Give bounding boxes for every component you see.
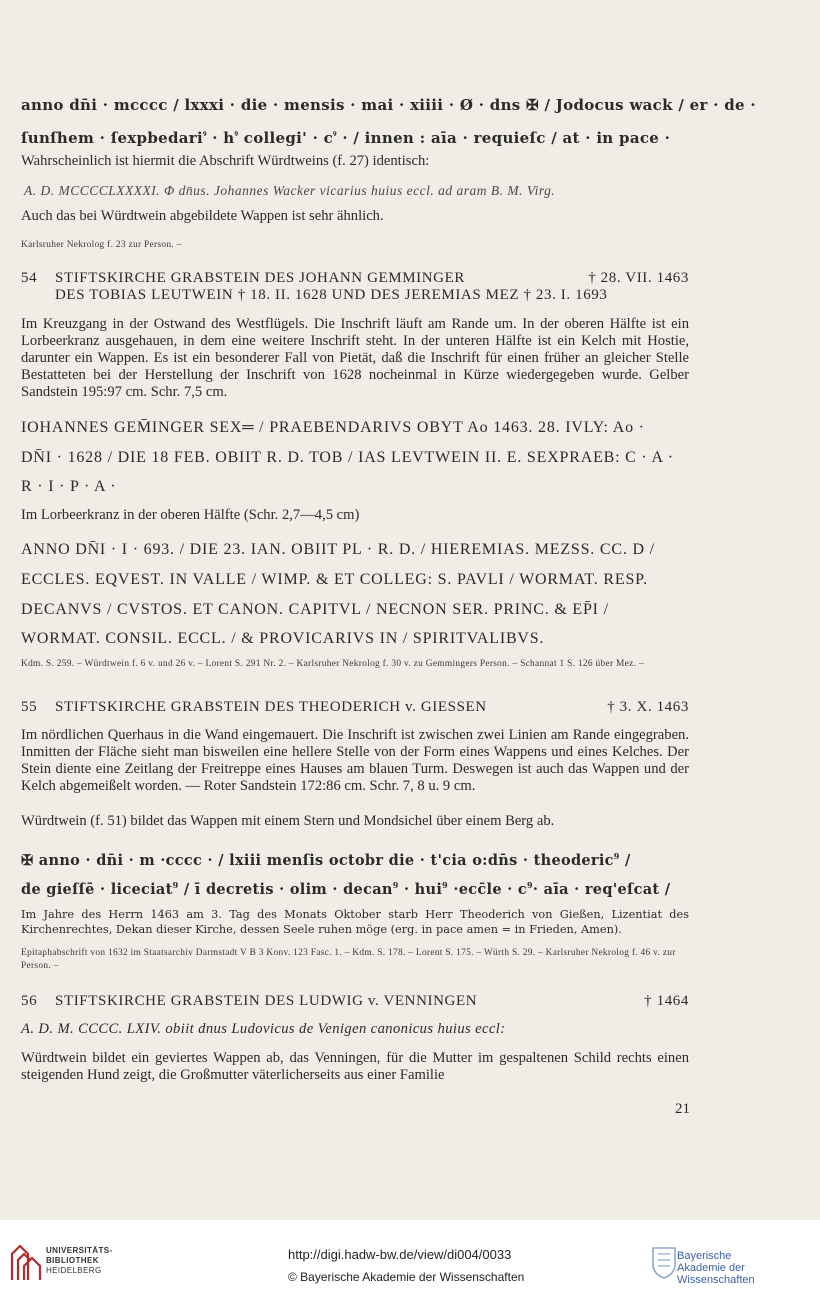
inscription-line: DN̄I · 1628 / DIE 18 FEB. OBIIT R. D. TOB / IAS LEVTWEIN II. E. SEXPRAEB: C · A · [21, 449, 674, 466]
inscription-line: WORMAT. CONSIL. ECCL. / & PROVICARIVS IN / SPIRITVALIBVS. [21, 630, 545, 647]
body-text: Wahrscheinlich ist hiermit die Abschrift Würdtweins (f. 27) identisch: [21, 153, 430, 169]
source-url-link[interactable]: http://digi.hadw-bw.de/view/di004/0033 [288, 1247, 512, 1262]
inscription-line: IOHANNES GEM̄INGER SEX═ / PRAEBENDARIVS OBYT Ao 1463. 28. IVLY: Ao · [21, 419, 645, 436]
body-text: Würdtwein (f. 51) bildet das Wappen mit einem Stern und Mondsichel über einem Berg ab. [21, 813, 555, 829]
academy-crest-icon [650, 1244, 678, 1280]
body-text: Im Lorbeerkranz in der oberen Hälfte (Schr. 2,7—4,5 cm) [21, 507, 360, 523]
reference-note: Kdm. S. 259. – Würdtwein f. 6 v. und 26 v. – Lorent S. 291 Nr. 2. – Karlsruher Nekrolog f. 30 v. zu Gemmingers Person. – Schannat 1 S. 126 über Mez. – [21, 659, 644, 669]
inscription-line: ſunſhem · ſexpbedari$^ꝰ$ · $h^ꝰ$ collegi' · $c^ꝰ$ · / innen : aīa · requieſc / at · in pace · [21, 129, 671, 147]
university-library-name: UNIVERSITÄTS- BIBLIOTHEK HEIDELBERG [46, 1246, 113, 1275]
body-text: Im Kreuzgang in der Ostwand des Westflügels. Die Inschrift läuft am Rande um. In der oberen Hälfte ist ein Lorbeerkranz ausgehauen, in dem eine weitere Inschrift steht. In der unteren Hälfte ist ein Kelch mit Hostie, darunter ein Wappen. Es ist ein besonderer Fall von Pietät, daß die Inschrift für einen früher an gleicher Stelle Bestatteten bei der Herstellung der Inschrift von 1628 nocheinmal in Kürze wiedergegeben wurde. Gelber Sandstein 195:97 cm. Schr. 7,5 cm. [21, 316, 689, 400]
reference-note: Epitaphabschrift von 1632 im Staatsarchiv Darmstadt V B 3 Konv. 123 Fasc. 1. – Kdm. S. 178. – Lorent S. 175. – Würth S. 29. – Karlsruher Nekrolog f. 46 v. zur Person. – [21, 948, 676, 971]
reference-note: Karlsruher Nekrolog f. 23 zur Person. – [21, 240, 182, 250]
entry-heading-54: 54 STIFTSKIRCHE GRABSTEIN DES JOHANN GEMMINGER † 28. VII. 1463 DES TOBIAS LEUTWEIN † 18. II. 1628 UND DES JEREMIAS MEZ † 23. I. 1693 [21, 270, 689, 303]
inscription-line: ✠ anno · dn̄i · m ·cccc · / lxiii menſis octobr die · t'cia o:dn̄s · theoderic$^9$ / [21, 851, 631, 869]
inscription-line: DECANVS / CVSTOS. ET CANON. CAPITVL / NECNON SER. PRINC. & EP̄I / [21, 601, 609, 618]
page-number: 21 [675, 1101, 690, 1117]
inscription-line: anno dn̄i · mcccc / lxxxi · die · mensis · mai · xiiii · Ø · dns ✠ / Jodocus wack / er · de · [21, 96, 756, 114]
body-text: Würdtwein bildet ein geviertes Wappen ab, das Venningen, für die Mutter im gespaltenen Schild rechts einen steigenden Hund zeigt, die Großmutter väterlicherseits aus einer Familie [21, 1050, 689, 1083]
transcription: A. D. M. CCCC. LXIV. obiit dnus Ludovicus de Venigen canonicus huius eccl: [21, 1021, 506, 1037]
body-text: Im nördlichen Querhaus in die Wand eingemauert. Die Inschrift ist zwischen zwei Linien am Rande eingegraben. Inmitten der Fläche sieht man bisweilen eine hellere Stelle von der Form eines Wappens und eines Kelches. Der Stein diente eine Zeitlang der Freitreppe eines Hauses am blauen Turm. Deswegen ist auch das Wappen und der Kelch abgemeißelt worden. — Roter Sandstein 172:86 cm. Schr. 7, 8 u. 9 cm. [21, 727, 689, 794]
transcription: A. D. MCCCCLXXXXI. Φ dn̄us. Johannes Wacker vicarius huius eccl. ad aram B. M. Virg. [24, 183, 556, 198]
entry-heading-55: 55 STIFTSKIRCHE GRABSTEIN DES THEODERICH v. GIESSEN † 3. X. 1463 [21, 699, 689, 715]
inscription-line: R · I · P · A · [21, 478, 117, 495]
academy-name: Bayerische Akademie der Wissenschaften [677, 1250, 755, 1286]
inscription-line: de gieſſē · liceciat$^9$ / ī decretis · olim · decan$^9$ · hui$^9$ ·ecc̄le · $c^9\cdot$ aīa · req'eſcat / [21, 880, 671, 898]
translation-text: Im Jahre des Herrn 1463 am 3. Tag des Monats Oktober starb Herr Theoderich von Gießen, Lizentiat des Kirchenrechtes, Dekan dieser Kirche, dessen Seele ruhen möge (erg. in pace amen = in Frieden, Amen). [21, 908, 689, 936]
inscription-line: ECCLES. EQVEST. IN VALLE / WIMP. & ET COLLEG: S. PAVLI / WORMAT. RESP. [21, 571, 648, 588]
inscription-line: ANNO DN̄I · I · 693. / DIE 23. IAN. OBIIT PL · R. D. / HIEREMIAS. MEZSS. CC. D / [21, 541, 655, 558]
copyright-notice: © Bayerische Akademie der Wissenschaften [288, 1270, 525, 1284]
entry-heading-56: 56 STIFTSKIRCHE GRABSTEIN DES LUDWIG v. VENNINGEN † 1464 [21, 993, 689, 1009]
body-text: Auch das bei Würdtwein abgebildete Wappen ist sehr ähnlich. [21, 208, 384, 224]
